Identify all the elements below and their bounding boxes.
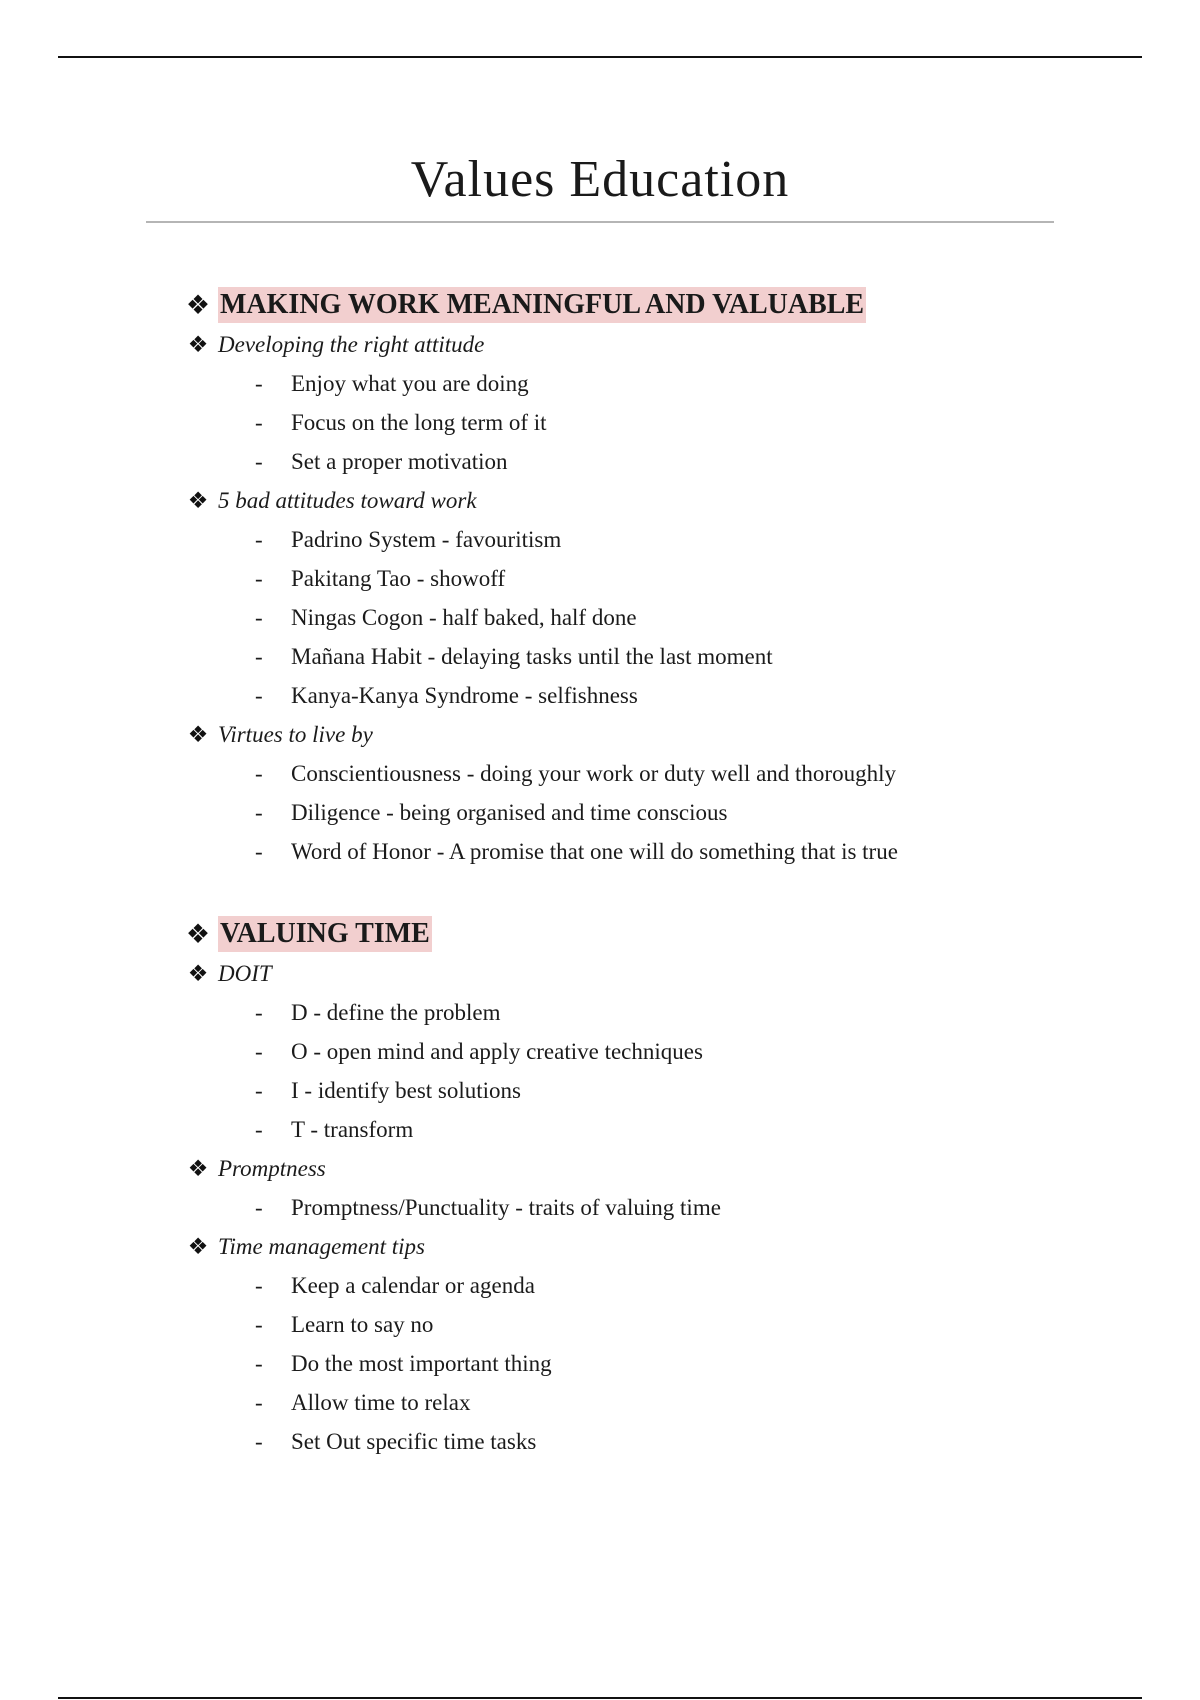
list-item-text: Conscientiousness - doing your work or duty well and thoroughly bbox=[291, 761, 896, 786]
group-label bbox=[183, 325, 1083, 364]
list-item bbox=[183, 832, 1083, 871]
diamond-bullet-icon: ❖ bbox=[185, 919, 211, 949]
dash-icon: - bbox=[255, 605, 263, 630]
diamond-bullet-icon: ❖ bbox=[187, 1156, 209, 1181]
dash-icon: - bbox=[255, 1390, 263, 1415]
list-item bbox=[183, 993, 1083, 1032]
diamond-bullet-icon: ❖ bbox=[187, 1234, 209, 1259]
list-item-text: Mañana Habit - delaying tasks until the last moment bbox=[291, 644, 773, 669]
list-item bbox=[183, 520, 1083, 559]
list-item bbox=[183, 1032, 1083, 1071]
dash-icon: - bbox=[255, 1273, 263, 1298]
list-item-text: T - transform bbox=[291, 1117, 414, 1142]
list-item bbox=[183, 1266, 1083, 1305]
dash-icon: - bbox=[255, 410, 263, 435]
section-heading-text: VALUING TIME bbox=[218, 916, 432, 952]
group-label bbox=[183, 1149, 1083, 1188]
list-item-text: Focus on the long term of it bbox=[291, 410, 547, 435]
list-item bbox=[183, 1071, 1083, 1110]
dash-icon: - bbox=[255, 1117, 263, 1142]
dash-icon: - bbox=[255, 1000, 263, 1025]
list-item bbox=[183, 1383, 1083, 1422]
list-item-text: Pakitang Tao - showoff bbox=[291, 566, 506, 591]
notes-body bbox=[183, 286, 1083, 1461]
list-item bbox=[183, 1305, 1083, 1344]
list-item bbox=[183, 364, 1083, 403]
list-item bbox=[183, 1344, 1083, 1383]
dash-icon: - bbox=[255, 839, 263, 864]
list-item-text: Promptness/Punctuality - traits of valuing time bbox=[291, 1195, 721, 1220]
diamond-bullet-icon: ❖ bbox=[185, 290, 211, 320]
dash-icon: - bbox=[255, 1351, 263, 1376]
list-item bbox=[183, 637, 1083, 676]
dash-icon: - bbox=[255, 566, 263, 591]
list-item-text: Word of Honor - A promise that one will do something that is true bbox=[291, 839, 898, 864]
group-label-text: Time management tips bbox=[218, 1234, 425, 1259]
list-item-text: Do the most important thing bbox=[291, 1351, 552, 1376]
dash-icon: - bbox=[255, 449, 263, 474]
list-item bbox=[183, 676, 1083, 715]
list-item-text: D - define the problem bbox=[291, 1000, 501, 1025]
dash-icon: - bbox=[255, 683, 263, 708]
diamond-bullet-icon: ❖ bbox=[187, 961, 209, 986]
list-item-text: Diligence - being organised and time conscious bbox=[291, 800, 728, 825]
title-underline bbox=[146, 221, 1054, 223]
group-label-text: Virtues to live by bbox=[218, 722, 373, 747]
dash-icon: - bbox=[255, 644, 263, 669]
section-heading-text: MAKING WORK MEANINGFUL AND VALUABLE bbox=[218, 287, 866, 323]
section-spacer bbox=[183, 871, 1083, 915]
dash-icon: - bbox=[255, 800, 263, 825]
group-label bbox=[183, 1227, 1083, 1266]
list-item-text: Keep a calendar or agenda bbox=[291, 1273, 535, 1298]
dash-icon: - bbox=[255, 1039, 263, 1064]
diamond-bullet-icon: ❖ bbox=[187, 722, 209, 747]
dash-icon: - bbox=[255, 1078, 263, 1103]
group-label-text: Promptness bbox=[218, 1156, 326, 1181]
list-item bbox=[183, 559, 1083, 598]
section-heading bbox=[183, 915, 1083, 954]
list-item bbox=[183, 754, 1083, 793]
list-item-text: Kanya-Kanya Syndrome - selfishness bbox=[291, 683, 638, 708]
group-label bbox=[183, 481, 1083, 520]
list-item bbox=[183, 1110, 1083, 1149]
diamond-bullet-icon: ❖ bbox=[187, 488, 209, 513]
list-item-text: O - open mind and apply creative techniques bbox=[291, 1039, 703, 1064]
list-item bbox=[183, 442, 1083, 481]
list-item bbox=[183, 598, 1083, 637]
dash-icon: - bbox=[255, 527, 263, 552]
top-border-line bbox=[58, 56, 1142, 58]
dash-icon: - bbox=[255, 761, 263, 786]
dash-icon: - bbox=[255, 1195, 263, 1220]
list-item-text: Allow time to relax bbox=[291, 1390, 471, 1415]
list-item-text: I - identify best solutions bbox=[291, 1078, 521, 1103]
group-label-text: 5 bad attitudes toward work bbox=[218, 488, 477, 513]
list-item-text: Learn to say no bbox=[291, 1312, 434, 1337]
list-item bbox=[183, 403, 1083, 442]
group-label bbox=[183, 715, 1083, 754]
list-item bbox=[183, 1422, 1083, 1461]
group-label bbox=[183, 954, 1083, 993]
group-label-text: Developing the right attitude bbox=[218, 332, 485, 357]
dash-icon: - bbox=[255, 1312, 263, 1337]
list-item-text: Set a proper motivation bbox=[291, 449, 508, 474]
diamond-bullet-icon: ❖ bbox=[187, 332, 209, 357]
list-item-text: Set Out specific time tasks bbox=[291, 1429, 537, 1454]
dash-icon: - bbox=[255, 1429, 263, 1454]
dash-icon: - bbox=[255, 371, 263, 396]
bottom-border-line bbox=[58, 1697, 1142, 1699]
list-item bbox=[183, 793, 1083, 832]
group-label-text: DOIT bbox=[218, 961, 272, 986]
list-item-text: Padrino System - favouritism bbox=[291, 527, 562, 552]
section-heading bbox=[183, 286, 1083, 325]
list-item-text: Enjoy what you are doing bbox=[291, 371, 529, 396]
page-title: Values Education bbox=[410, 151, 790, 208]
list-item bbox=[183, 1188, 1083, 1227]
list-item-text: Ningas Cogon - half baked, half done bbox=[291, 605, 637, 630]
